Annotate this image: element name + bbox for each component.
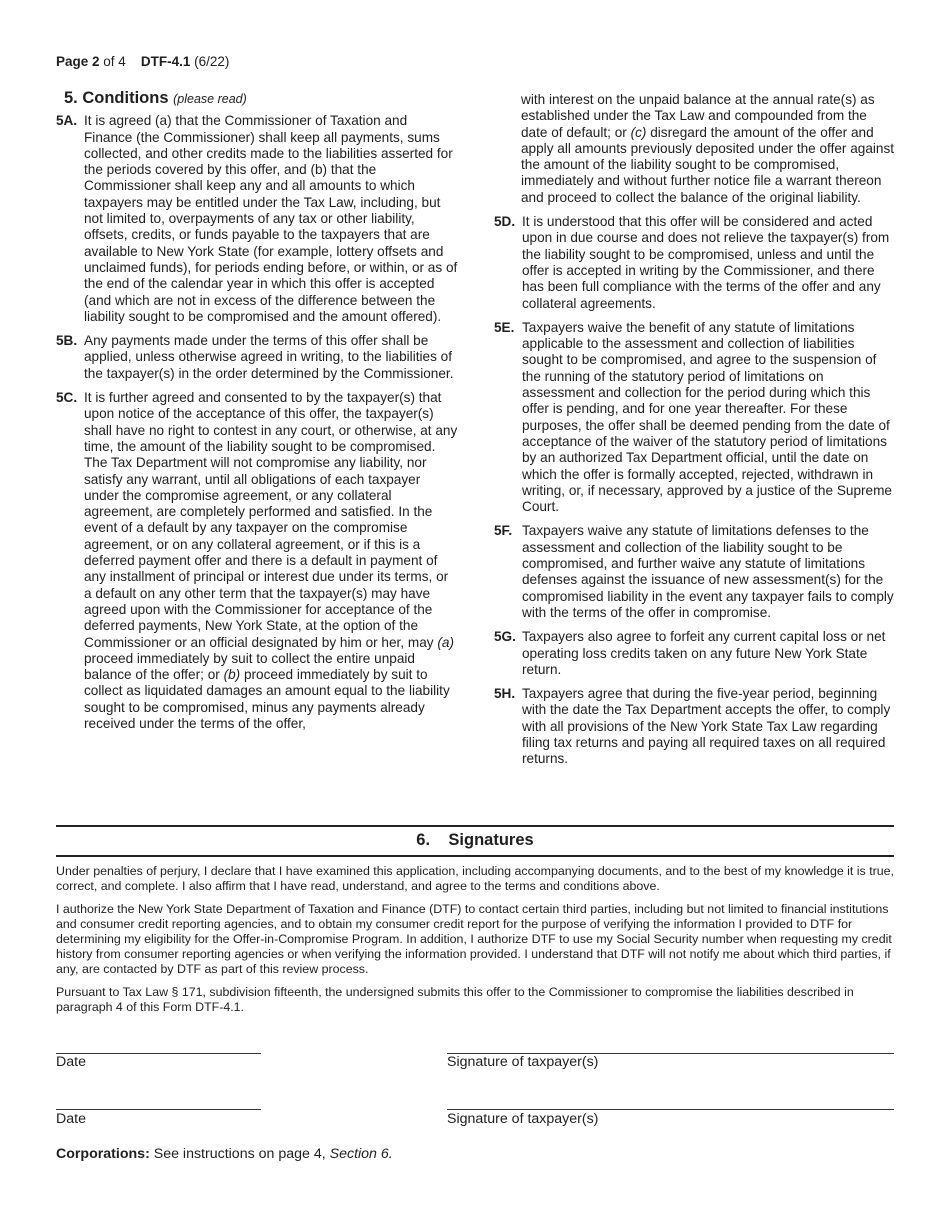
conditions-left-column — [56, 90, 458, 740]
signatures-bottom-rule — [56, 855, 894, 857]
condition-number: 5D. — [494, 214, 516, 230]
condition-5f — [494, 523, 896, 621]
tax-law-statement: Pursuant to Tax Law § 171, subdivision fifteenth, the undersigned submits this offer to the Commissioner to compromise the liabilities described in paragraph 4 of this Form DTF-4.1. — [56, 985, 854, 1014]
condition-text-part: proceed immediately by suit to collect the entire unpaid balance of the offer; or — [84, 650, 415, 683]
condition-text: It is agreed (a) that the Commissioner of Taxation and Finance (the Commissioner) shall keep all payments, sums collected, and other credits made to the liabilities asserted for the periods covered by this offer, and (b) that the Commissioner shall keep any and all amounts to which taxpayers may be entitled under the Tax Law, including, but not limited to, overpayments of any tax or other liability, offsets, credits, or funds payable to the taxpayers that are available to New York State (for example, lottery offsets and unclaimed funds), for periods ending before, or within, or as of the end of the calendar year in which this offer is accepted (and which are not in excess of the difference between the liability sought to be compromised and the amount offered). — [84, 113, 458, 324]
signatures-number: 6. — [416, 831, 431, 849]
condition-number: 5C. — [56, 390, 78, 406]
option-marker-b: (b) — [223, 667, 241, 683]
condition-text-part: with interest on the unpaid balance at the annual rate(s) as established under the Tax Law and compounded from the date of default; or — [521, 92, 875, 140]
conditions-note: (please read) — [173, 92, 247, 106]
corporations-note — [56, 1146, 393, 1162]
signatures-top-rule — [56, 825, 894, 827]
option-marker-c: (c) — [630, 124, 647, 140]
condition-number: 5A. — [56, 113, 78, 129]
corporations-text: See instructions on page 4, — [149, 1146, 330, 1162]
conditions-heading — [64, 90, 458, 107]
perjury-declaration: Under penalties of perjury, I declare that I have examined this application, including accompanying documents, and to the best of my knowledge it is true, correct, and complete. I also affirm that I have read, understand, and agree to the terms and conditions above. — [56, 864, 894, 893]
signature-label-1: Signature of taxpayer(s) — [447, 1054, 599, 1070]
condition-5e — [494, 320, 896, 516]
corporations-section: Section 6. — [329, 1146, 393, 1162]
condition-number: 5E. — [494, 319, 515, 335]
signature-label-2: Signature of taxpayer(s) — [447, 1111, 599, 1127]
condition-text-part: disregard the amount of the offer and apply all amounts previously deposited under the offer against the amount of the liability sought to be compromised, immediately and without further notice file a warrant thereon and proceed to collect the balance of the original liability. — [521, 124, 895, 205]
date-label-1: Date — [56, 1054, 86, 1070]
condition-number: 5F. — [494, 523, 513, 539]
page-number: Page 2 — [56, 54, 100, 69]
credit-authorization: I authorize the New York State Department of Taxation and Finance (DTF) to contact certain third parties, including but not limited to financial institutions and consumer credit reporting agencies, and to obtain my consumer credit report for the purpose of verifying the information I provided to DTF for determining my eligibility for the Offer-in-Compromise Program. In addition, I authorize DTF to use my Social Security number when requesting my credit history from consumer reporting agencies or when verifying the information provided. I understand that DTF will not notify me about which third parties, if any, are contacted by DTF as part of this review process. — [56, 902, 892, 976]
condition-5b — [56, 333, 458, 382]
option-marker-a: (a) — [437, 634, 454, 650]
conditions-right-column — [494, 92, 896, 776]
condition-text: It is understood that this offer will be considered and acted upon in due course and does not relieve the taxpayer(s) from the liability sought to be compromised, unless and until the offer is accepted in writing by the Commissioner, and there has been full compliance with the terms of the offer and any collateral agreements. — [522, 214, 890, 311]
condition-text — [84, 390, 458, 732]
condition-text: Taxpayers waive the benefit of any statute of limitations applicable to the assessment and collection of liabilities sought to be compromised, and agree to the suspension of the running of the statutory period of limitations on assessment and collection for the period during which this offer is pending, and for one year thereafter. For these purposes, the offer shall be deemed pending from the date of acceptance of the waiver of the statutory period of limitations by an authorized Tax Department official, until the date on which the offer is formally accepted, rejected, withdrawn in writing, or, if necessary, approved by a justice of the Supreme Court. — [522, 319, 892, 515]
condition-text: Any payments made under the terms of this offer shall be applied, unless otherwise agreed in writing, to the liabilities of the taxpayer(s) in the order determined by the Commissioner. — [84, 333, 454, 381]
condition-text-part: proceed immediately by suit to collect as liquidated damages an amount equal to the liability sought to be compromised, minus any payments already received under the terms of the offer, — [84, 667, 450, 731]
condition-5c-continued — [494, 92, 896, 206]
condition-5g — [494, 629, 896, 678]
condition-5d — [494, 214, 896, 312]
signatures-title: Signatures — [448, 831, 534, 849]
condition-5h — [494, 686, 896, 767]
date-label-2: Date — [56, 1111, 86, 1127]
form-revision: (6/22) — [194, 54, 230, 69]
date-line-2[interactable] — [56, 1109, 261, 1110]
corporations-label: Corporations: — [56, 1146, 150, 1162]
conditions-number: 5. — [64, 89, 78, 107]
condition-number: 5G. — [494, 629, 516, 645]
condition-number: 5B. — [56, 333, 78, 349]
condition-text-part: It is further agreed and consented to by the taxpayer(s) that upon notice of the acceptance of this offer, the taxpayer(s) shall have no right to contest in any court, or otherwise, at any time, the amount of the liability sought to be compromised. The Tax Department will not compromise any liability, nor satisfy any warrant, until all obligations of each taxpayer under the compromise agreement, or any collateral agreement, are completely performed and satisfied. In the event of a default by any taxpayer on the compromise agreement, or on any collateral agreement, or if this is a deferred payment offer and there is a default in payment of any installment of principal or interest due under its terms, or a default on any other term that the taxpayer(s) may have agreed upon with the Commissioner for acceptance of the deferred payments, New York State, at the option of the Commissioner or an official designated by him or her, may — [84, 390, 458, 650]
condition-text: Taxpayers also agree to forfeit any current capital loss or net operating loss credits taken on any future New York State return. — [522, 629, 886, 677]
conditions-title: Conditions — [82, 89, 169, 107]
condition-number: 5H. — [494, 686, 516, 702]
condition-5a — [56, 113, 458, 325]
condition-text: Taxpayers waive any statute of limitations defenses to the assessment and collection of the liability sought to be compromised, and further waive any statute of limitations defenses against the issuance of new assessment(s) for the compromised liability in the event any taxpayer fails to comply with the terms of the offer in compromise. — [522, 523, 894, 620]
page-header — [56, 54, 229, 69]
condition-text: Taxpayers agree that during the five-year period, beginning with the date the Tax Department accepts the offer, to comply with all provisions of the New York State Tax Law regarding filing tax returns and paying all required taxes on all required returns. — [522, 686, 891, 767]
page-total: of 4 — [103, 54, 126, 69]
signatures-heading — [56, 831, 894, 850]
date-line-1[interactable] — [56, 1053, 261, 1054]
condition-5c — [56, 390, 458, 732]
signature-line-2[interactable] — [447, 1109, 894, 1110]
form-id: DTF-4.1 — [140, 54, 191, 69]
